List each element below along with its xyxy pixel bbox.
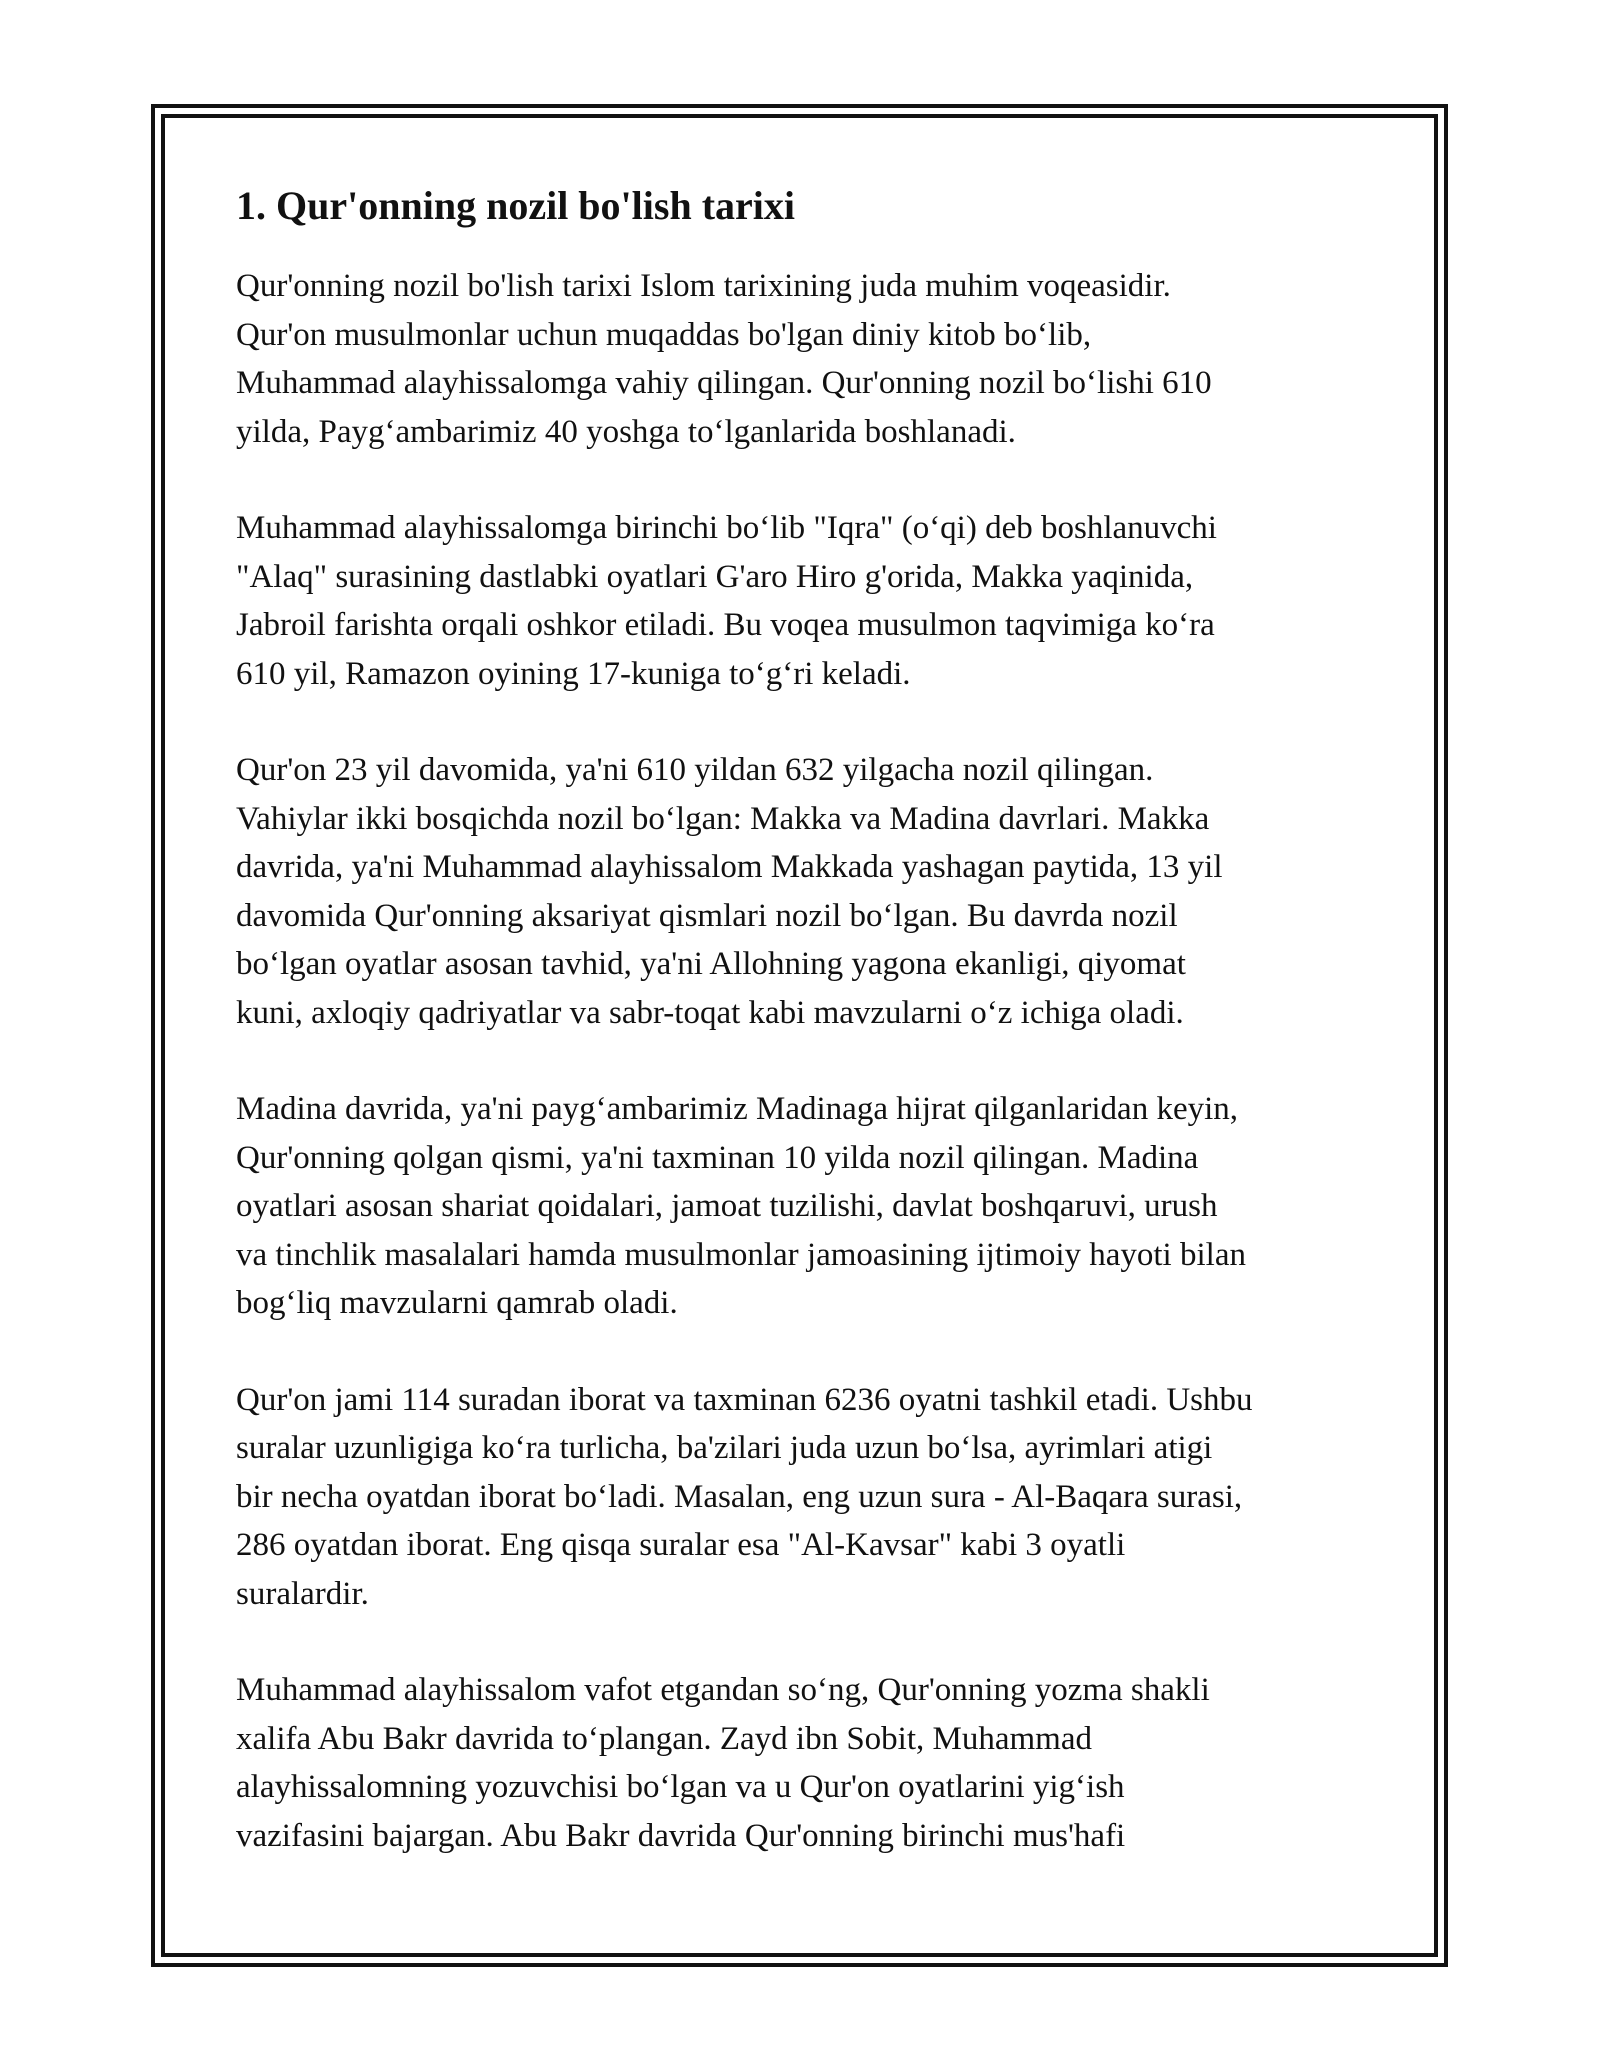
text-line: Qur'onning nozil bo'lish tarixi Islom tarixining juda muhim voqeasidir.	[236, 268, 1171, 304]
text-line: Qur'on jami 114 suradan iborat va taxminan 6236 oyatni tashkil etadi. Ushbu	[236, 1381, 1253, 1418]
section-heading: 1. Qur'onning nozil bo'lish tarixi	[236, 183, 796, 228]
text-line: davomida Qur'onning aksariyat qismlari nozil bo‘lgan. Bu davrda nozil	[236, 897, 1178, 934]
paragraph-2	[236, 504, 1386, 698]
text-line: suralardir.	[236, 1575, 369, 1612]
text-line: Muhammad alayhissalom vafot etgandan so‘ng, Qur'onning yozma shakli	[236, 1672, 1210, 1708]
text-line: bo‘lgan oyatlar asosan tavhid, ya'ni Allohning yagona ekanligi, qiyomat	[236, 946, 1186, 982]
paragraph-1	[236, 262, 1386, 456]
text-line: suralar uzunligiga ko‘ra turlicha, ba'zilari juda uzun bo‘lsa, ayrimlari atigi	[236, 1430, 1213, 1466]
text-line: davrida, ya'ni Muhammad alayhissalom Makkada yashagan paytida, 13 yil	[236, 849, 1223, 885]
text-line: Qur'on 23 yil davomida, ya'ni 610 yildan 632 yilgacha nozil qilingan.	[236, 752, 1154, 788]
document-body	[236, 180, 1386, 1860]
paragraph-4	[236, 1085, 1386, 1328]
text-line: Qur'onning qolgan qismi, ya'ni taxminan 10 yilda nozil qilingan. Madina	[236, 1139, 1199, 1176]
text-line: yilda, Payg‘ambarimiz 40 yoshga to‘lganlarida boshlanadi.	[236, 413, 1016, 450]
text-line: bir necha oyatdan iborat bo‘ladi. Masalan, eng uzun sura - Al-Baqara surasi,	[236, 1478, 1243, 1515]
text-line: Muhammad alayhissalomga vahiy qilingan. Qur'onning nozil bo‘lishi 610	[236, 365, 1212, 401]
text-line: oyatlari asosan shariat qoidalari, jamoat tuzilishi, davlat boshqaruvi, urush	[236, 1188, 1218, 1224]
paragraphs-container	[236, 262, 1386, 1860]
text-line: 286 oyatdan iborat. Eng qisqa suralar esa "Al-Kavsar" kabi 3 oyatli	[236, 1527, 1126, 1563]
text-line: alayhissalomning yozuvchisi bo‘lgan va u Qur'on oyatlarini yig‘ish	[236, 1769, 1125, 1805]
text-line: 610 yil, Ramazon oyining 17-kuniga to‘g‘ri keladi.	[236, 655, 911, 692]
text-line: Muhammad alayhissalomga birinchi bo‘lib "Iqra" (o‘qi) deb boshlanuvchi	[236, 510, 1217, 546]
text-line: xalifa Abu Bakr davrida to‘plangan. Zayd ibn Sobit, Muhammad	[236, 1720, 1092, 1757]
text-line: Vahiylar ikki bosqichda nozil bo‘lgan: Makka va Madina davrlari. Makka	[236, 800, 1210, 837]
text-line: Jabroil farishta orqali oshkor etiladi. Bu voqea musulmon taqvimiga ko‘ra	[236, 607, 1215, 643]
text-line: Madina davrida, ya'ni payg‘ambarimiz Madinaga hijrat qilganlaridan keyin,	[236, 1091, 1239, 1127]
text-line: bog‘liq mavzularni qamrab oladi.	[236, 1285, 678, 1321]
text-line: vazifasini bajargan. Abu Bakr davrida Qur'onning birinchi mus'hafi	[236, 1817, 1126, 1854]
text-line: Qur'on musulmonlar uchun muqaddas bo'lgan diniy kitob bo‘lib,	[236, 316, 1092, 353]
paragraph-6	[236, 1666, 1386, 1860]
paragraph-3	[236, 746, 1386, 1037]
text-line: kuni, axloqiy qadriyatlar va sabr-toqat kabi mavzularni o‘z ichiga oladi.	[236, 994, 1184, 1031]
text-line: "Alaq" surasining dastlabki oyatlari G'aro Hiro g'orida, Makka yaqinida,	[236, 558, 1194, 595]
paragraph-5	[236, 1376, 1386, 1619]
text-line: va tinchlik masalalari hamda musulmonlar jamoasining ijtimoiy hayoti bilan	[236, 1236, 1246, 1273]
